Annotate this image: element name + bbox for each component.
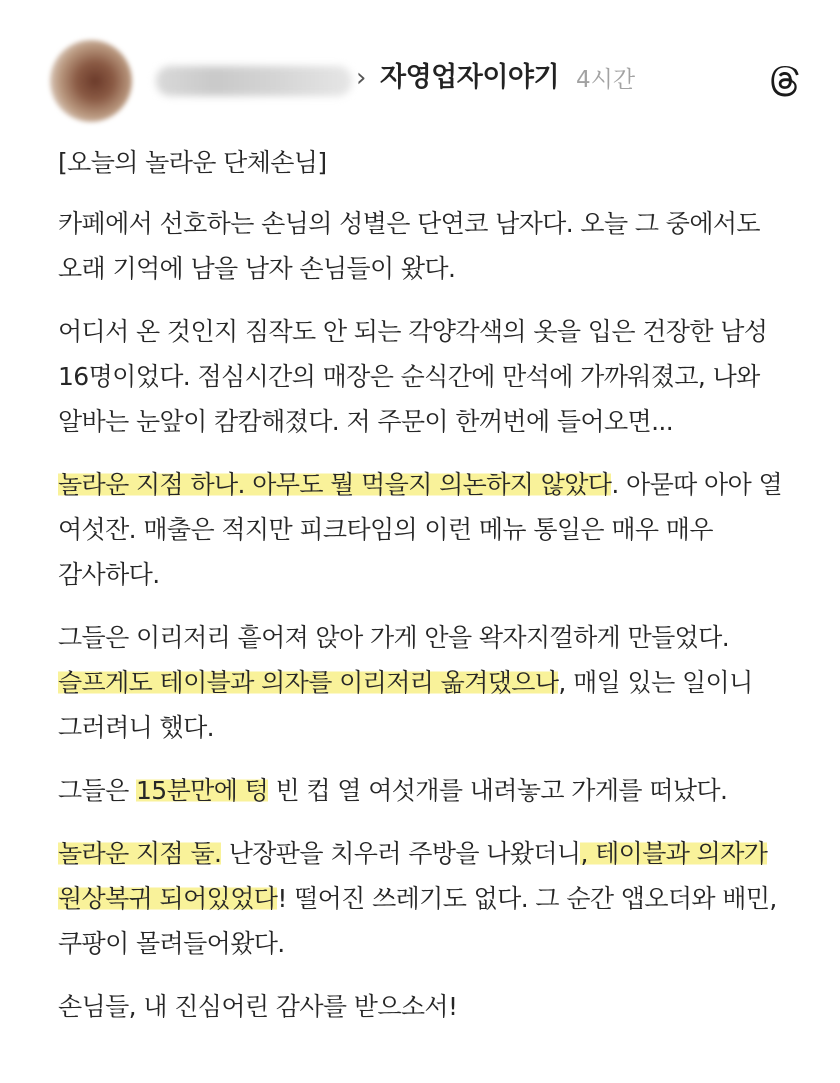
post-paragraph (58, 768, 808, 813)
post-paragraph (58, 201, 808, 291)
paragraph-text: 카페에서 선호하는 손님의 성별은 단연코 남자다. 오늘 그 중에서도 오래 기억에 남을 남자 손님들이 왔다. (58, 209, 760, 283)
paragraph-text: , 매일 있는 일이니 그러려니 했다. (58, 668, 753, 742)
paragraph-text: 어디서 온 것인지 짐작도 안 되는 각양각색의 옷을 입은 건장한 남성 16명이었다. 점심시간의 매장은 순식간에 만석에 가까워졌고, 나와 알바는 눈앞이 캄캄해졌다. 저 주문이 한꺼번에 들어오면... (58, 317, 768, 436)
highlighted-text: , 테이블과 의자가 원상복귀 되어있었다 (58, 839, 768, 913)
paragraph-text: [오늘의 놀라운 단체손님] (58, 148, 327, 177)
paragraph-text: ! 떨어진 쓰레기도 없다. 그 순간 앱오더와 배민, 쿠팡이 몰려들어왔다. (58, 884, 777, 958)
highlighted-text: 15분만에 텅 (136, 776, 269, 805)
highlighted-text: 놀라운 지점 둘. (58, 839, 222, 868)
post-paragraph (58, 462, 808, 597)
post-paragraph (58, 309, 808, 444)
post-paragraph (58, 615, 808, 750)
post-paragraph (58, 831, 808, 966)
paragraph-text: . 아묻따 아아 열 여섯잔. 매출은 적지만 피크타임의 이런 메뉴 통일은 매우 매우 감사하다. (58, 470, 783, 589)
paragraph-text: 손님들, 내 진심어린 감사를 받으소서! (58, 992, 458, 1021)
paragraph-text: 빈 컵 열 여섯개를 내려놓고 가게를 떠났다. (268, 776, 728, 805)
post-header (0, 28, 840, 118)
paragraph-text: 그들은 이리저리 흩어져 앉아 가게 안을 왁자지껄하게 만들었다. (58, 623, 730, 652)
highlighted-text: 슬프게도 테이블과 의자를 이리저리 옮겨댔으나 (58, 668, 559, 697)
community-name-link[interactable]: 자영업자이야기 (380, 62, 560, 93)
paragraph-text: 난장판을 치우러 주방을 나왔더니 (221, 839, 581, 868)
avatar[interactable] (50, 40, 132, 122)
post-timestamp: 4시간 (576, 67, 636, 93)
paragraph-text: 그들은 (58, 776, 136, 805)
username-blurred[interactable] (156, 66, 352, 96)
threads-logo-icon[interactable] (770, 66, 802, 98)
post-paragraph (58, 140, 808, 185)
chevron-right-icon: › (356, 63, 367, 93)
highlighted-text: 놀라운 지점 하나. 아무도 뭘 먹을지 의논하지 않았다 (58, 470, 612, 499)
post-paragraph (58, 984, 808, 1029)
post-body (58, 140, 808, 1047)
